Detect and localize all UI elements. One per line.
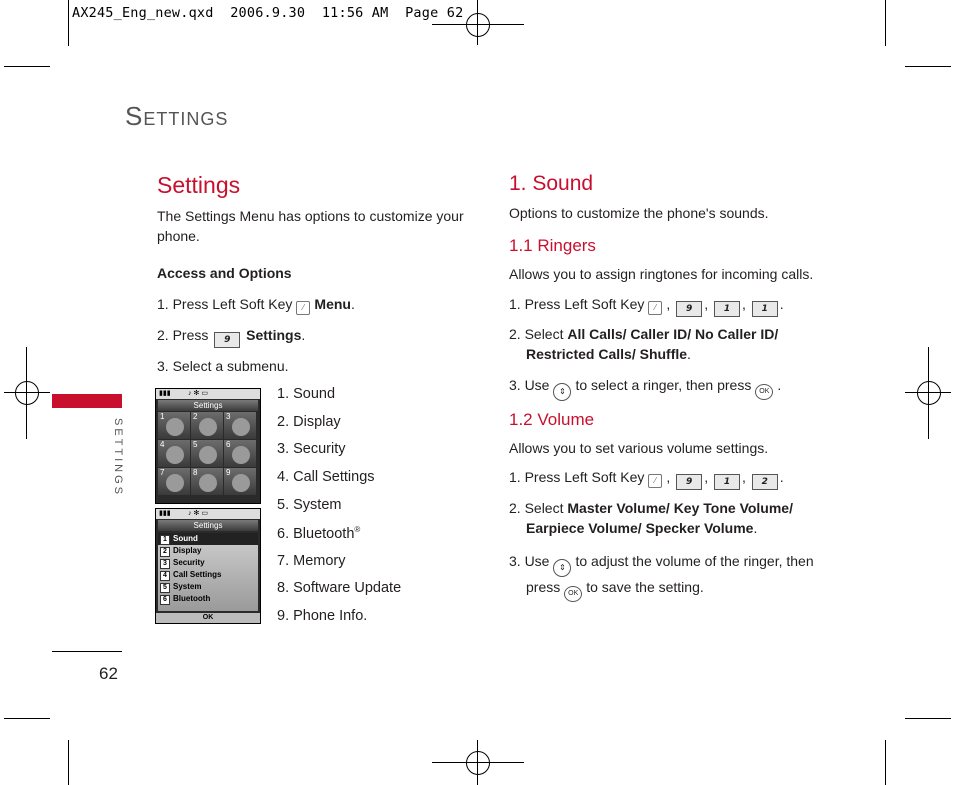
key-9-icon: 9 (214, 332, 240, 348)
menu-grid-icon (232, 418, 250, 436)
menu-grid-number: 7 (160, 468, 165, 477)
menu-list-item[interactable] (158, 569, 258, 581)
ringers-step-2-text: 2. Select (509, 326, 564, 342)
key-2-icon: 2 (752, 474, 778, 490)
step-2-settings: Settings (246, 327, 302, 343)
menu-grid-cell[interactable] (191, 468, 223, 495)
submenu-item-label: 4. Call Settings (277, 469, 375, 485)
submenu-item (277, 525, 360, 542)
navigation-key-icon: ⇕ (553, 383, 571, 401)
menu-grid-number: 6 (226, 440, 231, 449)
menu-grid-cell[interactable] (158, 412, 190, 439)
ringers-step-2 (509, 324, 778, 364)
step-1-end: . (350, 296, 355, 312)
submenu-item (277, 553, 346, 569)
page-number: 62 (99, 664, 118, 683)
menu-list-item[interactable] (158, 557, 258, 569)
menu-grid-number: 5 (193, 440, 198, 449)
printer-slug: AX245_Eng_new.qxd 2006.9.30 11:56 AM Page 62 (72, 5, 464, 21)
sound-description: Options to customize the phone's sounds. (509, 205, 769, 221)
phone-screen-list (155, 508, 261, 624)
menu-list-number: 1 (160, 535, 170, 545)
volume-step-3-end: to save the setting. (586, 579, 704, 595)
menu-grid-number: 2 (193, 412, 198, 421)
ringers-description: Allows you to assign ringtones for incoming calls. (509, 266, 814, 282)
menu-list-item[interactable] (158, 533, 258, 545)
ringers-step-3 (509, 375, 781, 401)
submenu-item (277, 469, 375, 485)
ringers-step-1-text: 1. Press Left Soft Key (509, 296, 645, 312)
menu-list-label: Bluetooth (173, 594, 211, 603)
volume-step-3-press: press (526, 579, 561, 595)
left-soft-key-icon: ⁄ (296, 301, 310, 315)
screen-title: Settings (158, 400, 258, 411)
step-3: 3. Select a submenu. (157, 358, 289, 374)
step-1-menu: Menu (314, 296, 351, 312)
volume-description: Allows you to set various volume settings. (509, 440, 769, 456)
registered-mark: ® (354, 525, 361, 534)
submenu-item-label: 2. Display (277, 414, 341, 430)
menu-grid-number: 3 (226, 412, 231, 421)
menu-grid-cell[interactable] (158, 440, 190, 467)
ringers-step-1: 1. Press Left Soft Key ⁄ , 9 , 1 , 1 . (509, 294, 784, 317)
ringers-options-1: All Calls/ Caller ID/ No Caller ID/ (567, 326, 779, 342)
menu-grid-icon (166, 418, 184, 436)
menu-grid-icon (166, 446, 184, 464)
ringers-heading: 1.1 Ringers (509, 236, 596, 255)
step-1-text: 1. Press Left Soft Key (157, 296, 293, 312)
menu-list-label: Security (173, 558, 205, 567)
menu-grid-icon (199, 474, 217, 492)
menu-grid-cell[interactable] (191, 440, 223, 467)
ok-key-icon: OK (755, 384, 773, 400)
menu-list-item[interactable] (158, 545, 258, 557)
step-2-end: . (301, 327, 306, 343)
menu-grid-number: 1 (160, 412, 165, 421)
ok-softkey-bar: OK (156, 613, 260, 623)
phone-screen-grid (155, 388, 261, 504)
key-1-icon: 1 (752, 301, 778, 317)
submenu-item (277, 608, 367, 624)
submenu-item (277, 386, 335, 402)
menu-grid-icon (199, 418, 217, 436)
screen-title: Settings (158, 520, 258, 531)
menu-grid-cell[interactable] (224, 412, 256, 439)
submenu-item-label: 1. Sound (277, 386, 336, 402)
ringers-options-2: Restricted Calls/ Shuffle (526, 346, 688, 362)
menu-grid-cell[interactable] (191, 412, 223, 439)
volume-options-2: Earpiece Volume/ Specker Volume (526, 520, 754, 536)
submenu-item-label: 6. Bluetooth (277, 525, 355, 542)
key-9-icon: 9 (676, 474, 702, 490)
volume-step-1: 1. Press Left Soft Key ⁄ , 9 , 1 , 2 . (509, 467, 784, 490)
status-bar: ▮▮▮ ♪ ✻ ▭ (156, 509, 260, 519)
left-soft-key-icon: ⁄ (648, 474, 662, 488)
menu-list-label: Display (173, 546, 202, 555)
volume-step-3-mid: to adjust the volume of the ringer, then (575, 553, 814, 569)
menu-list-label: Call Settings (173, 570, 222, 579)
menu-list-item[interactable] (158, 593, 258, 605)
submenu-item (277, 580, 401, 596)
submenu-item-label: 3. Security (277, 441, 346, 457)
volume-step-1-text: 1. Press Left Soft Key (509, 469, 645, 485)
access-heading: Access and Options (157, 265, 292, 281)
menu-list-number: 3 (160, 559, 170, 569)
key-9-icon: 9 (676, 301, 702, 317)
menu-grid-number: 9 (226, 468, 231, 477)
submenu-item (277, 441, 346, 457)
settings-intro (157, 206, 467, 246)
submenu-item-label: 9. Phone Info. (277, 608, 368, 624)
ringers-step-2-end: . (687, 346, 691, 362)
step-2 (157, 325, 305, 348)
ringers-step-3-text: 3. Use (509, 377, 550, 393)
volume-step-3 (509, 551, 814, 602)
page-title: Settings (125, 101, 229, 131)
submenu-item-label: 8. Software Update (277, 580, 402, 596)
volume-heading: 1.2 Volume (509, 410, 595, 429)
menu-grid-number: 8 (193, 468, 198, 477)
menu-list-number: 4 (160, 571, 170, 581)
menu-grid-cell[interactable] (224, 440, 256, 467)
settings-heading: Settings (157, 172, 241, 198)
menu-grid-number: 4 (160, 440, 165, 449)
ringers-step-3-mid: to select a ringer, then press (575, 377, 752, 393)
volume-step-3-text: 3. Use (509, 553, 550, 569)
step-2-text: 2. Press (157, 327, 209, 343)
menu-grid-icon (199, 446, 217, 464)
volume-step-2-text: 2. Select (509, 500, 564, 516)
submenu-item (277, 414, 341, 430)
submenu-item-label: 7. Memory (277, 553, 346, 569)
intro-line-1: The Settings Menu has options to customize your (157, 208, 464, 224)
menu-list-label: Sound (173, 534, 198, 543)
menu-grid-icon (166, 474, 184, 492)
menu-list-number: 5 (160, 583, 170, 593)
footer-rule (52, 651, 122, 652)
key-1-icon: 1 (714, 474, 740, 490)
menu-list-item[interactable] (158, 581, 258, 593)
intro-line-2: phone. (157, 228, 200, 244)
left-soft-key-icon: ⁄ (648, 301, 662, 315)
step-1 (157, 294, 355, 315)
menu-icon-grid (158, 412, 256, 495)
ringers-step-3-end: . (777, 377, 782, 393)
menu-list-number: 2 (160, 547, 170, 557)
status-bar: ▮▮▮ ♪ ✻ ▭ (156, 389, 260, 399)
menu-grid-icon (232, 474, 250, 492)
menu-grid-icon (232, 446, 250, 464)
ok-key-icon: OK (564, 586, 582, 602)
volume-options-1: Master Volume/ Key Tone Volume/ (567, 500, 793, 516)
navigation-key-icon: ⇕ (553, 559, 571, 577)
sound-heading: 1. Sound (509, 172, 594, 195)
menu-list (158, 533, 258, 611)
submenu-item (277, 497, 341, 513)
submenu-item-label: 5. System (277, 497, 342, 513)
menu-list-label: System (173, 582, 202, 591)
menu-list-number: 6 (160, 595, 170, 605)
volume-step-2-end: . (753, 520, 758, 536)
section-tab-marker (52, 394, 122, 408)
menu-grid-cell[interactable] (158, 468, 190, 495)
volume-step-2 (509, 498, 793, 538)
section-tab-label: SETTINGS (112, 418, 124, 498)
menu-grid-cell[interactable] (224, 468, 256, 495)
key-1-icon: 1 (714, 301, 740, 317)
